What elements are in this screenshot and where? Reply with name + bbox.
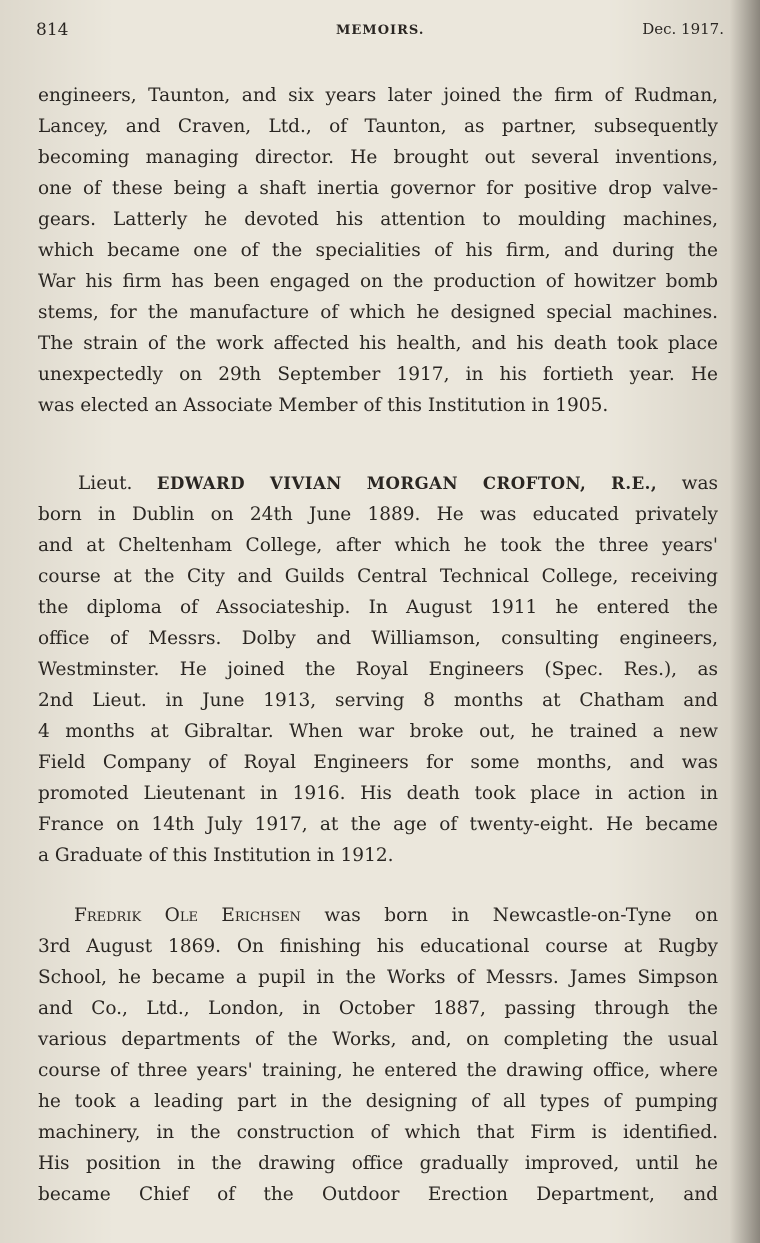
- text-line: machinery, in the construction of which that Firm is identified.: [38, 1122, 718, 1143]
- text-line: course at the City and Guilds Central Technical College, receiving: [38, 566, 718, 587]
- text-line: he took a leading part in the designing of all types of pumping: [38, 1091, 718, 1112]
- text-line: 4 months at Gibraltar. When war broke out, he trained a new: [38, 721, 718, 742]
- text-line: War his firm has been engaged on the production of howitzer bomb: [38, 271, 718, 292]
- text-line: born in Dublin on 24th June 1889. He was educated privately: [38, 504, 718, 525]
- page-number: 814: [36, 20, 69, 40]
- text-line: France on 14th July 1917, at the age of twenty-eight. He became: [38, 814, 718, 835]
- text-line: and at Cheltenham College, after which he took the three years': [38, 535, 718, 556]
- memoir-crofton: [38, 468, 718, 871]
- lead-text: was: [657, 473, 718, 494]
- memoir-lead-line: [38, 468, 718, 499]
- text-line: 3rd August 1869. On finishing his educational course at Rugby: [38, 936, 718, 957]
- text-line: School, he became a pupil in the Works of Messrs. James Simpson: [38, 967, 718, 988]
- text-line: engineers, Taunton, and six years later joined the firm of Rudman,: [38, 85, 718, 106]
- text-line: Field Company of Royal Engineers for some months, and was: [38, 752, 718, 773]
- text-line: becoming managing director. He brought out several inventions,: [38, 147, 718, 168]
- running-title: MEMOIRS.: [336, 23, 425, 38]
- text-line: stems, for the manufacture of which he designed special machines.: [38, 302, 718, 323]
- text-line: His position in the drawing office gradually improved, until he: [38, 1153, 718, 1174]
- text-line: the diploma of Associateship. In August 1911 he entered the: [38, 597, 718, 618]
- text-line: one of these being a shaft inertia governor for positive drop valve-: [38, 178, 718, 199]
- text-line: The strain of the work affected his health, and his death took place: [38, 333, 718, 354]
- person-name: Fredrik Ole Erichsen: [74, 905, 301, 926]
- rank: Lieut.: [78, 473, 157, 494]
- text-line: various departments of the Works, and, on completing the usual: [38, 1029, 718, 1050]
- text-line: 2nd Lieut. in June 1913, serving 8 months at Chatham and: [38, 690, 718, 711]
- lead-text: was born in Newcastle-on-Tyne on: [300, 905, 718, 926]
- memoir-erichsen: [38, 900, 718, 1210]
- issue-date: Dec. 1917.: [642, 20, 724, 38]
- text-line: and Co., Ltd., London, in October 1887, passing through the: [38, 998, 718, 1019]
- text-line: a Graduate of this Institution in 1912.: [38, 845, 394, 866]
- text-line: Lancey, and Craven, Ltd., of Taunton, as partner, subsequently: [38, 116, 718, 137]
- text-line: was elected an Associate Member of this Institution in 1905.: [38, 395, 609, 416]
- page-header: [36, 20, 724, 44]
- text-line: gears. Latterly he devoted his attention to moulding machines,: [38, 209, 718, 230]
- memoir-paragraph-1: [38, 80, 718, 421]
- text-line: unexpectedly on 29th September 1917, in his fortieth year. He: [38, 364, 718, 385]
- memoir-lead-line: [38, 900, 718, 931]
- text-line: course of three years' training, he entered the drawing office, where: [38, 1060, 718, 1081]
- person-name: EDWARD VIVIAN MORGAN CROFTON, R.E.,: [156, 474, 658, 493]
- text-line: promoted Lieutenant in 1916. His death took place in action in: [38, 783, 718, 804]
- text-line: became Chief of the Outdoor Erection Department, and: [38, 1184, 718, 1205]
- text-line: Westminster. He joined the Royal Engineers (Spec. Res.), as: [38, 659, 718, 680]
- text-line: which became one of the specialities of his firm, and during the: [38, 240, 718, 261]
- text-line: office of Messrs. Dolby and Williamson, consulting engineers,: [38, 628, 718, 649]
